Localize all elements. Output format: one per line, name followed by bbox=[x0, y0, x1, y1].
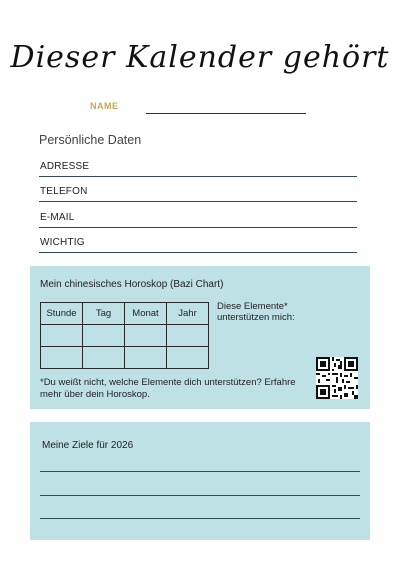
goal-line[interactable] bbox=[40, 471, 360, 472]
name-line[interactable] bbox=[146, 113, 306, 114]
bazi-cell[interactable] bbox=[167, 325, 209, 347]
bazi-cell[interactable] bbox=[83, 347, 125, 369]
name-label: NAME bbox=[90, 101, 119, 111]
address-label: ADRESSE bbox=[40, 161, 90, 172]
address-field[interactable] bbox=[39, 154, 357, 177]
bazi-cell[interactable] bbox=[41, 347, 83, 369]
horoscope-title: Mein chinesisches Horoskop (Bazi Chart) bbox=[40, 279, 224, 290]
goals-title: Meine Ziele für 2026 bbox=[42, 440, 134, 451]
bazi-header-row bbox=[41, 303, 209, 325]
bazi-cell[interactable] bbox=[125, 325, 167, 347]
supporting-elements-text: Diese Elemente* unterstützen mich: bbox=[217, 301, 295, 323]
bazi-row bbox=[41, 325, 209, 347]
column-header-year: Jahr bbox=[167, 303, 209, 325]
column-header-hour: Stunde bbox=[41, 303, 83, 325]
email-field[interactable] bbox=[39, 205, 357, 228]
bazi-cell[interactable] bbox=[125, 347, 167, 369]
page-title: Dieser Kalender gehört bbox=[10, 40, 390, 75]
important-field[interactable] bbox=[39, 230, 357, 253]
bazi-cell[interactable] bbox=[83, 325, 125, 347]
phone-label: TELEFON bbox=[40, 186, 88, 197]
column-header-day: Tag bbox=[83, 303, 125, 325]
bazi-chart-table bbox=[40, 302, 209, 369]
bazi-cell[interactable] bbox=[41, 325, 83, 347]
personal-data-heading: Persönliche Daten bbox=[39, 133, 142, 147]
important-label: WICHTIG bbox=[40, 237, 85, 248]
bazi-cell[interactable] bbox=[167, 347, 209, 369]
horoscope-note: *Du weißt nicht, welche Elemente dich unterstützen? Erfahre mehr über dein Horoskop. bbox=[40, 377, 296, 400]
bazi-row bbox=[41, 347, 209, 369]
horoscope-panel bbox=[30, 266, 370, 409]
phone-field[interactable] bbox=[39, 179, 357, 202]
email-label: E-MAIL bbox=[40, 212, 75, 223]
column-header-month: Monat bbox=[125, 303, 167, 325]
goal-line[interactable] bbox=[40, 518, 360, 519]
qr-code-icon[interactable] bbox=[316, 357, 358, 399]
goal-line[interactable] bbox=[40, 495, 360, 496]
goals-panel bbox=[30, 422, 370, 540]
